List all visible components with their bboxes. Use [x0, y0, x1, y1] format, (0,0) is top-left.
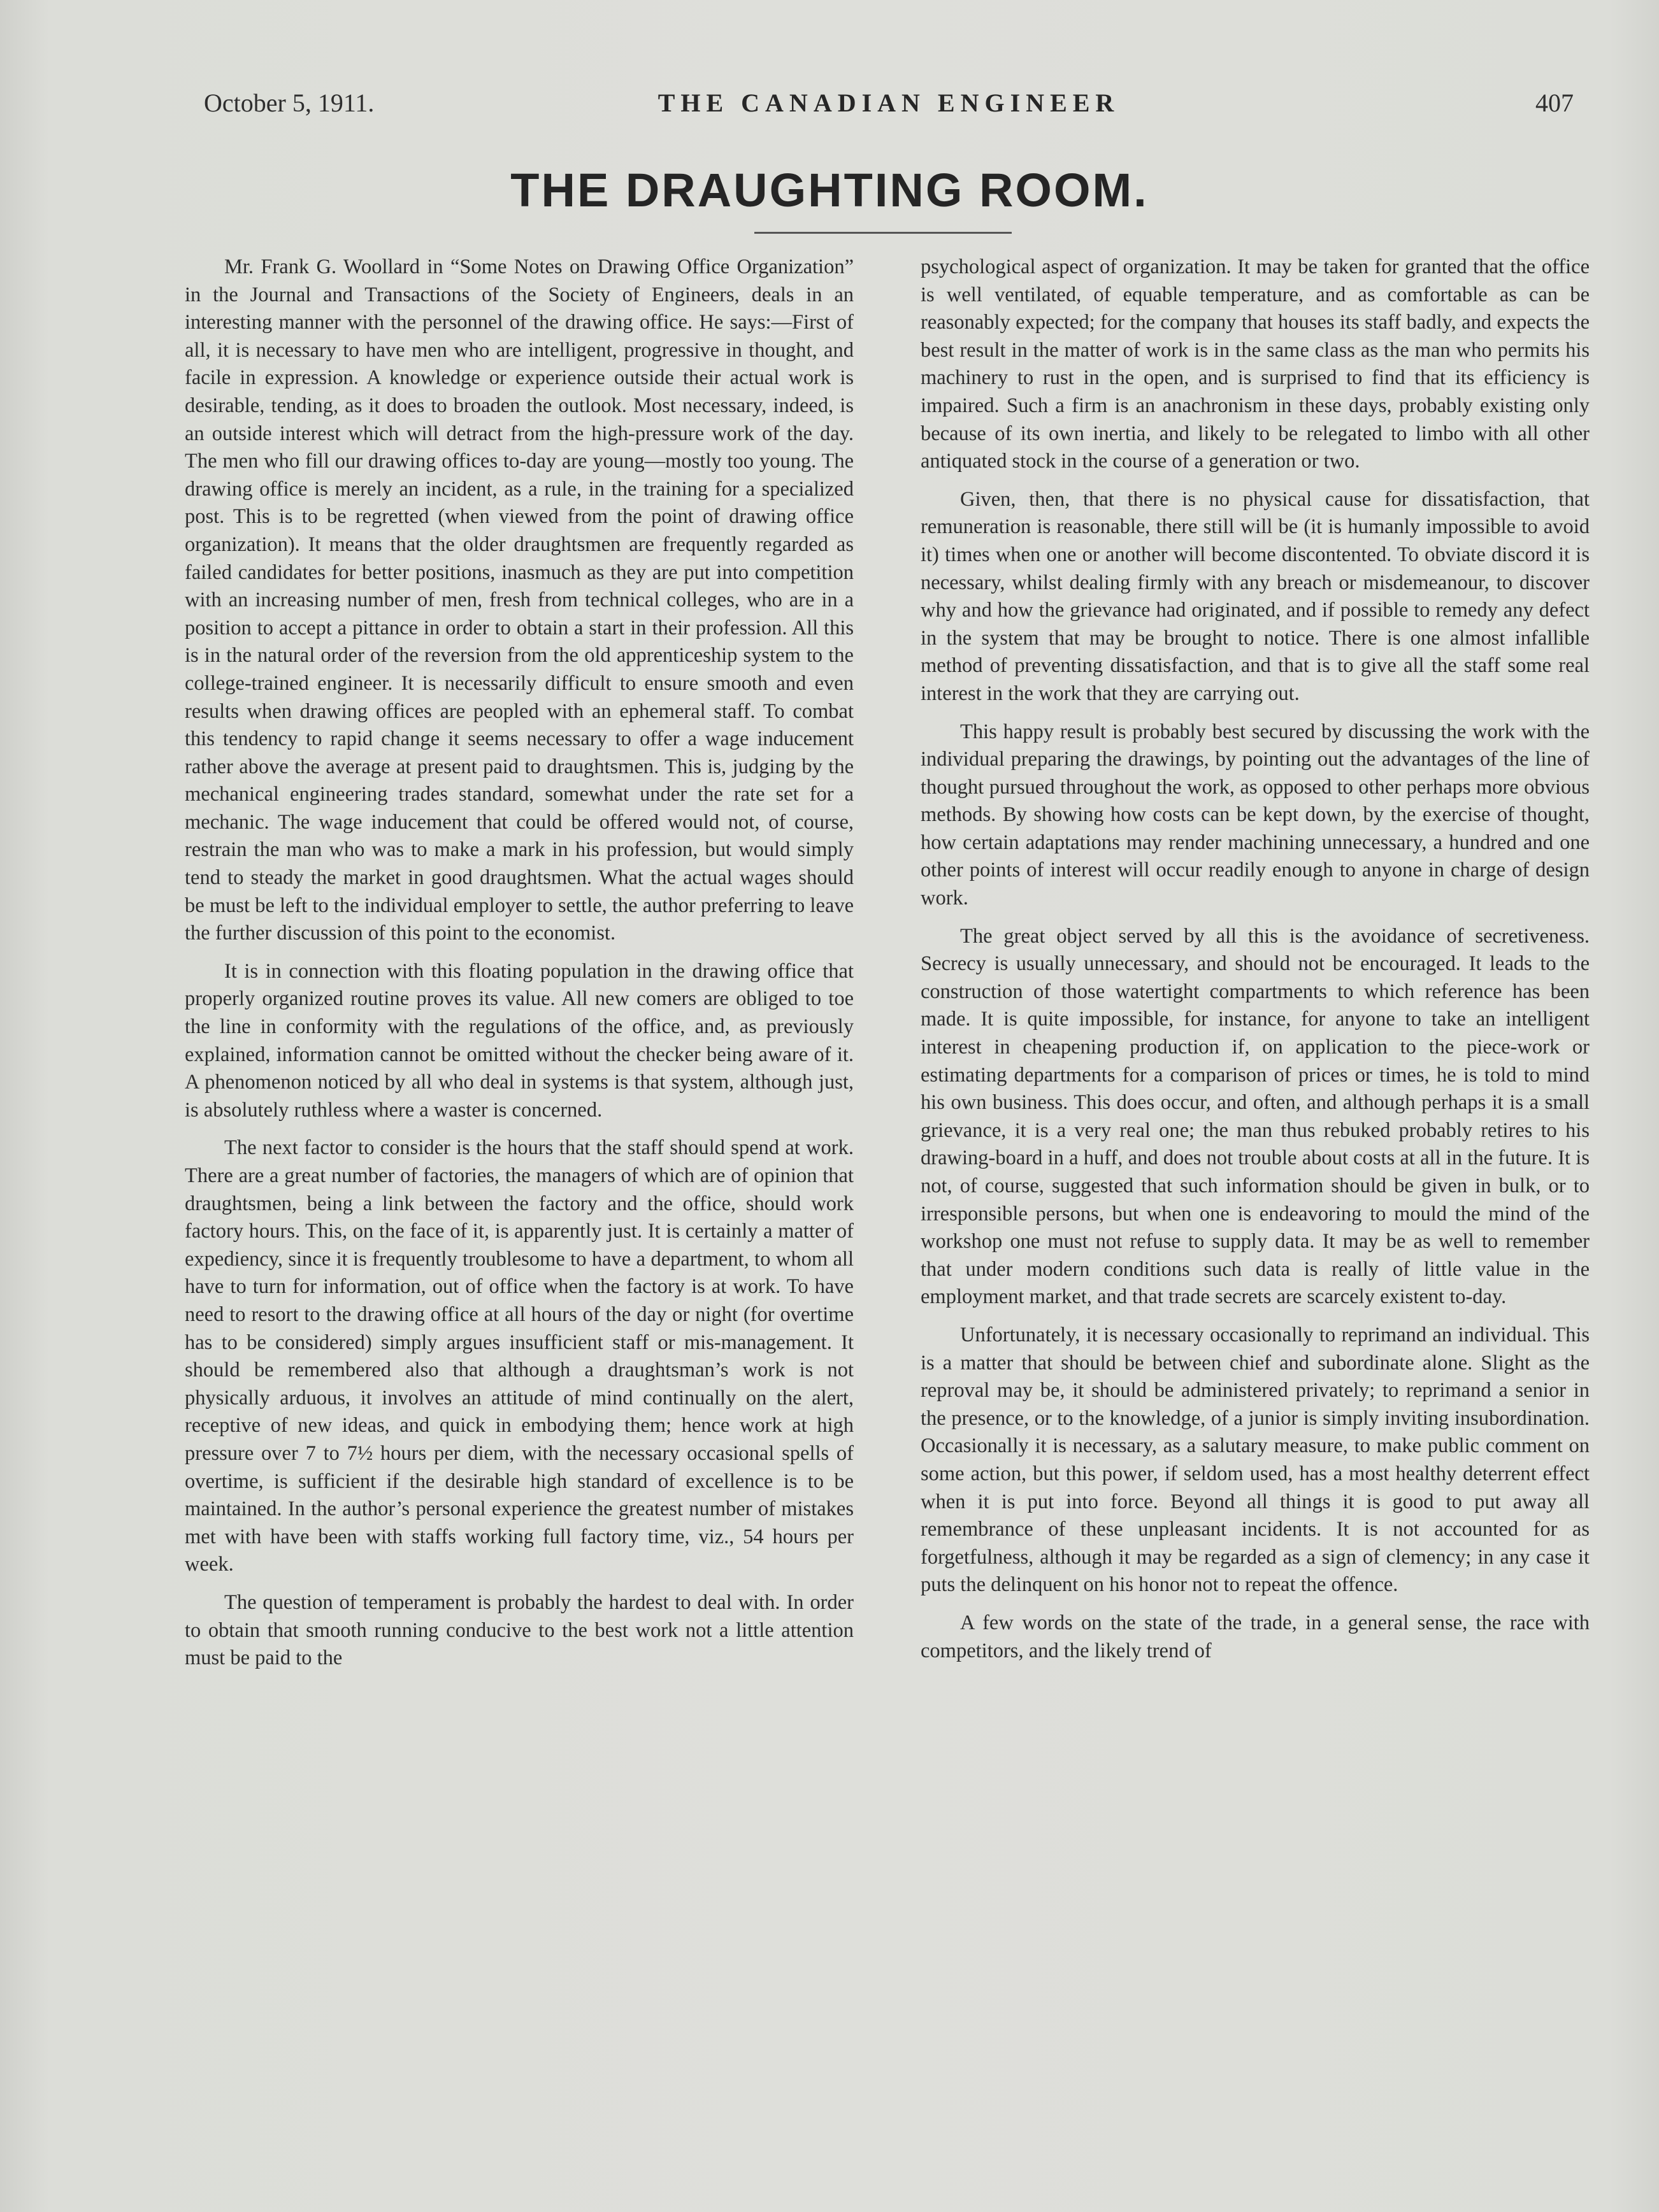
left-column [185, 253, 854, 1673]
paragraph: psychological aspect of organization. It may be taken for granted that the office is well ventilated, of equable temperature, and as comfortable as can be reasonably expected; for the company that houses its staff badly, and expects the best result in the matter of work is in the same class as the man who permits his machinery to rust in the open, and is surprised to find that its efficiency is impaired. Such a firm is an anachronism in these days, probably existing only because of its own inertia, and likely to be relegated to limbo with all other antiquated stock in the course of a generation or two. [921, 255, 1590, 473]
title-rule [754, 232, 1012, 234]
paragraph: The question of temperament is probably the hardest to deal with. In order to obtain that smooth running conducive to the best work not a little attention must be paid to the [185, 1590, 854, 1670]
journal-name: THE CANADIAN ENGINEER [657, 89, 1120, 117]
page-number: 407 [1535, 89, 1574, 117]
right-column [921, 253, 1590, 1665]
paragraph: Given, then, that there is no physical cause for dissatisfaction, that remuneration is reasonable, there still will be (it is humanly impossible to avoid it) times when one or another will become discontented. To obviate discord it is necessary, whilst dealing firmly with any breach or misdemeanour, to discover why and how the grievance had originated, and if possible to remedy any defect in the system that may be brought to notice. There is one almost infallible method of preventing dissatisfaction, and that is to give all the staff some real interest in the work that they are carrying out. [921, 487, 1590, 705]
running-header [204, 88, 1574, 126]
paragraph: Mr. Frank G. Woollard in “Some Notes on Drawing Office Organization” in the Journal and Transactions of the Society of Engineers, deals in an interesting manner with the personnel of the drawing office. He says:—First of all, it is necessary to have men who are intelligent, progressive in thought, and facile in expression. A knowledge or experience outside their actual work is desirable, tending, as it does to broaden the outlook. Most necessary, indeed, is an outside interest which will detract from the high-pressure work of the day. The men who fill our drawing offices to-day are young—mostly too young. The drawing office is merely an incident, as a rule, in the training for a specialized post. This is to be regretted (when viewed from the point of drawing office organization). It means that the older draughtsmen are frequently regarded as failed candidates for better positions, inasmuch as they are put into competition with an increasing number of men, fresh from technical colleges, who are in a position to accept a pittance in order to obtain a start in their profession. All this is in the natural order of the reversion from the old apprenticeship system to the college-trained engineer. It is necessarily difficult to ensure smooth and even results when drawing offices are peopled with an ephemeral staff. To combat this tendency to rapid change it seems necessary to offer a wage inducement rather above the average at present paid to draughtsmen. This is, judging by the mechanical engineering trades standard, somewhat under the rate set for a mechanic. The wage inducement that could be offered would not, of course, restrain the man who was to make a mark in his profession, but would simply tend to steady the market in good draughtsmen. What the actual wages should be must be left to the individual employer to settle, the author preferring to leave the further discussion of this point to the economist. [185, 255, 854, 945]
issue-date: October 5, 1911. [204, 89, 375, 117]
paragraph: A few words on the state of the trade, in a general sense, the race with competitors, and the likely trend of [921, 1611, 1590, 1662]
paragraph: The great object served by all this is the avoidance of secretiveness. Secrecy is usually unnecessary, and should not be encouraged. It leads to the construction of those watertight compartments to which reference has been made. It is quite impossible, for instance, for anyone to take an intelligent interest in cheapening production if, on application to the piece-work or estimating departments for a comparison of prices or times, he is told to mind his own business. This does occur, and often, and although perhaps it is a small grievance, it is a very real one; the man thus rebuked probably retires to his drawing-board in a huff, and does not trouble about costs at all in the future. It is not, of course, suggested that such information should be given in bulk, or to irresponsible persons, but when one is endeavoring to mould the mind of the workshop one must not refuse to supply data. It may be as well to remember that under modern conditions such data is really of little value in the employment market, and that trade secrets are scarcely existent to-day. [921, 924, 1590, 1309]
article-title: THE DRAUGHTING ROOM. [510, 164, 1149, 217]
paragraph: This happy result is probably best secured by discussing the work with the individual preparing the drawings, by pointing out the advantages of the line of thought pursued throughout the work, as opposed to other perhaps more obvious methods. By showing how costs can be kept down, by the exercise of thought, how certain adaptations may render machining unnecessary, a hundred and one other points of interest will occur readily enough to anyone in charge of design work. [921, 720, 1590, 910]
paragraph: Unfortunately, it is necessary occasionally to reprimand an individual. This is a matter that should be between chief and subordinate alone. Slight as the reproval may be, it should be administered privately; to reprimand a senior in the presence, or to the knowledge, of a junior is simply inviting insubordination. Occasionally it is necessary, as a salutary measure, to make public comment on some action, but this power, if seldom used, has a most healthy deterrent effect when it is put into force. Beyond all things it is good to put away all remembrance of these unpleasant incidents. It is not accounted for as forgetfulness, although it may be regarded as a sign of clemency; in any case it puts the delinquent on his honor not to repeat the offence. [921, 1323, 1590, 1597]
paragraph: The next factor to consider is the hours that the staff should spend at work. There are a great number of factories, the managers of which are of opinion that draughtsmen, being a link between the factory and the office, should work factory hours. This, on the face of it, is apparently just. It is certainly a matter of expediency, since it is frequently troublesome to have a department, to whom all have to turn for information, out of office when the factory is at work. To have need to resort to the drawing office at all hours of the day or night (for overtime has to be considered) simply argues insufficient staff or mis-management. It should be remembered also that although a draughtsman’s work is not physically arduous, it involves an attitude of mind continually on the alert, receptive of new ideas, and quick in embodying them; hence work at high pressure over 7 to 7½ hours per diem, with the necessary occasional spells of overtime, is sufficient if the desirable high standard of excellence is to be maintained. In the author’s personal experience the greatest number of mistakes met with have been with staffs working full factory time, viz., 54 hours per week. [185, 1136, 854, 1576]
paragraph: It is in connection with this floating population in the drawing office that properly organized routine proves its value. All new comers are obliged to toe the line in conformity with the regulations of the office, and, as previously explained, information cannot be omitted without the checker being aware of it. A phenomenon noticed by all who deal in systems is that system, although just, is absolutely ruthless where a waster is concerned. [185, 959, 854, 1122]
